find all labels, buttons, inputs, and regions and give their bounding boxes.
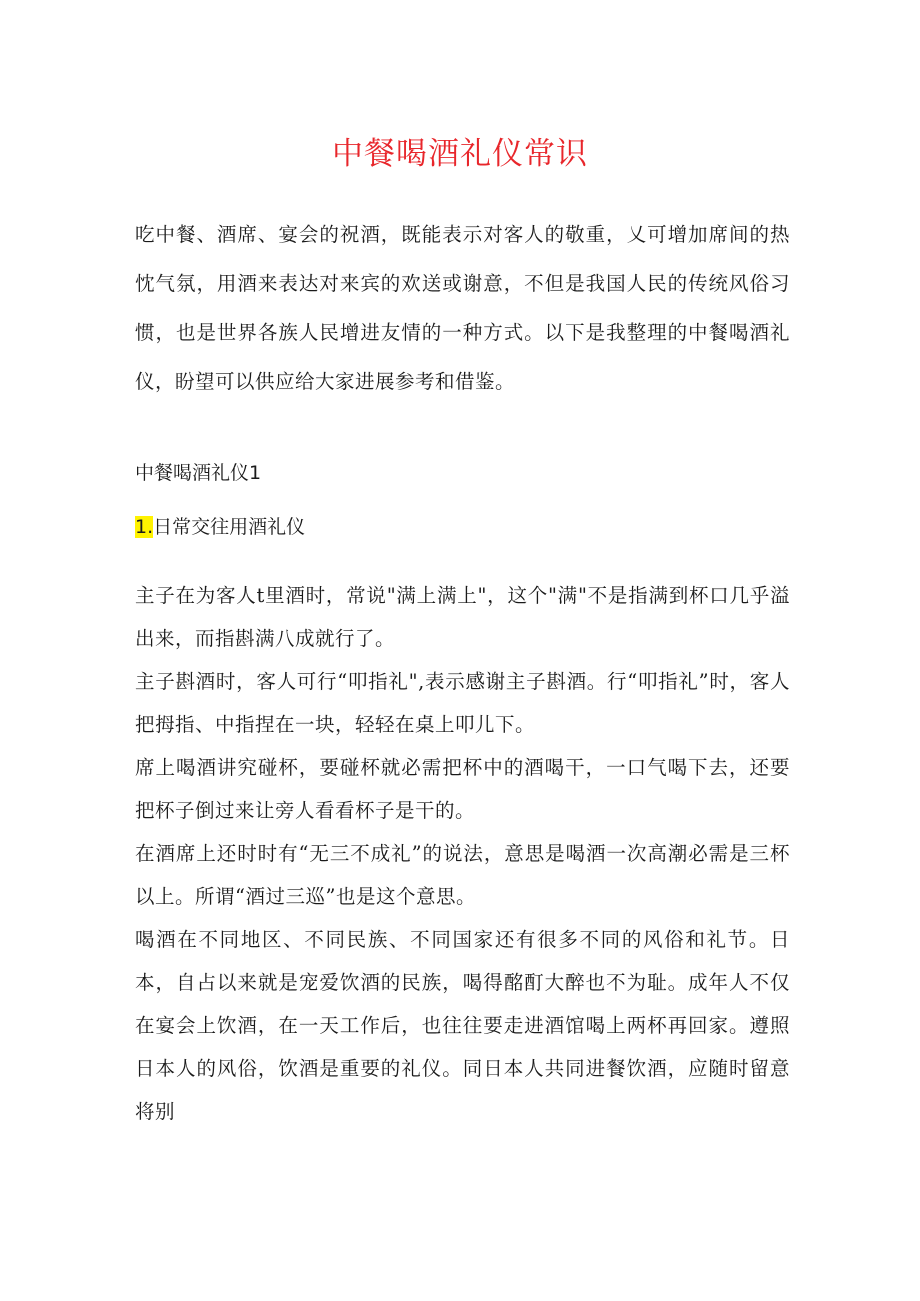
subheading	[135, 509, 305, 545]
document-title: 中餐喝酒礼仪常识	[332, 136, 588, 172]
subheading-text: 日常交往用酒礼仪	[153, 516, 306, 538]
intro-paragraph: 吃中餐、酒席、宴会的祝酒，既能表示对客人的敬重，乂可增加席间的热忱气氛，用酒来表达对来宾的欢送或谢意，不但是我国人民的传统风俗习惯，也是世界各族人民增进友情的一种方式。以下是我整理的中餐喝酒礼仪，盼望可以供应给大家进展参考和借鉴。	[135, 223, 790, 393]
paragraph-3: 席上喝酒讲究碰杯，要碰杯就必需把杯中的酒喝干，一口气喝下去，还要把杯子倒过来让旁人看看杯子是干的。	[135, 756, 790, 822]
paragraph-1: 主子在为客人t里酒时，常说"满上满上"，这个"满"不是指满到杯口几乎溢出来，而指斟满八成就行了。	[135, 584, 790, 650]
section-heading: 中餐喝酒礼仪1	[135, 462, 262, 484]
body-text	[135, 574, 790, 1133]
paragraph-2: 主子斟酒时，客人可行“叩指礼",表示感谢主子斟酒。行“叩指礼”时，客人把拇指、中指捏在一块，轻轻在桌上叩儿下。	[135, 670, 790, 736]
paragraph-5: 喝酒在不同地区、不同民族、不同国家还有很多不同的风俗和礼节。日本，自占以来就是宠爱饮酒的民族，喝得酩酊大醉也不为耻。成年人不仅在宴会上饮酒，在一天工作后，也往往要走进酒馆喝上两杯再回家。遵照日本人的风俗，饮酒是重要的礼仪。同日本人共同进餐饮酒，应随时留意将别	[135, 928, 790, 1123]
paragraph-4: 在酒席上还时时有“无三不成礼”的说法，意思是喝酒一次高潮必需是三杯以上。所谓“酒过三巡”也是这个意思。	[135, 842, 790, 908]
subheading-number-highlight: 1.	[135, 516, 154, 538]
